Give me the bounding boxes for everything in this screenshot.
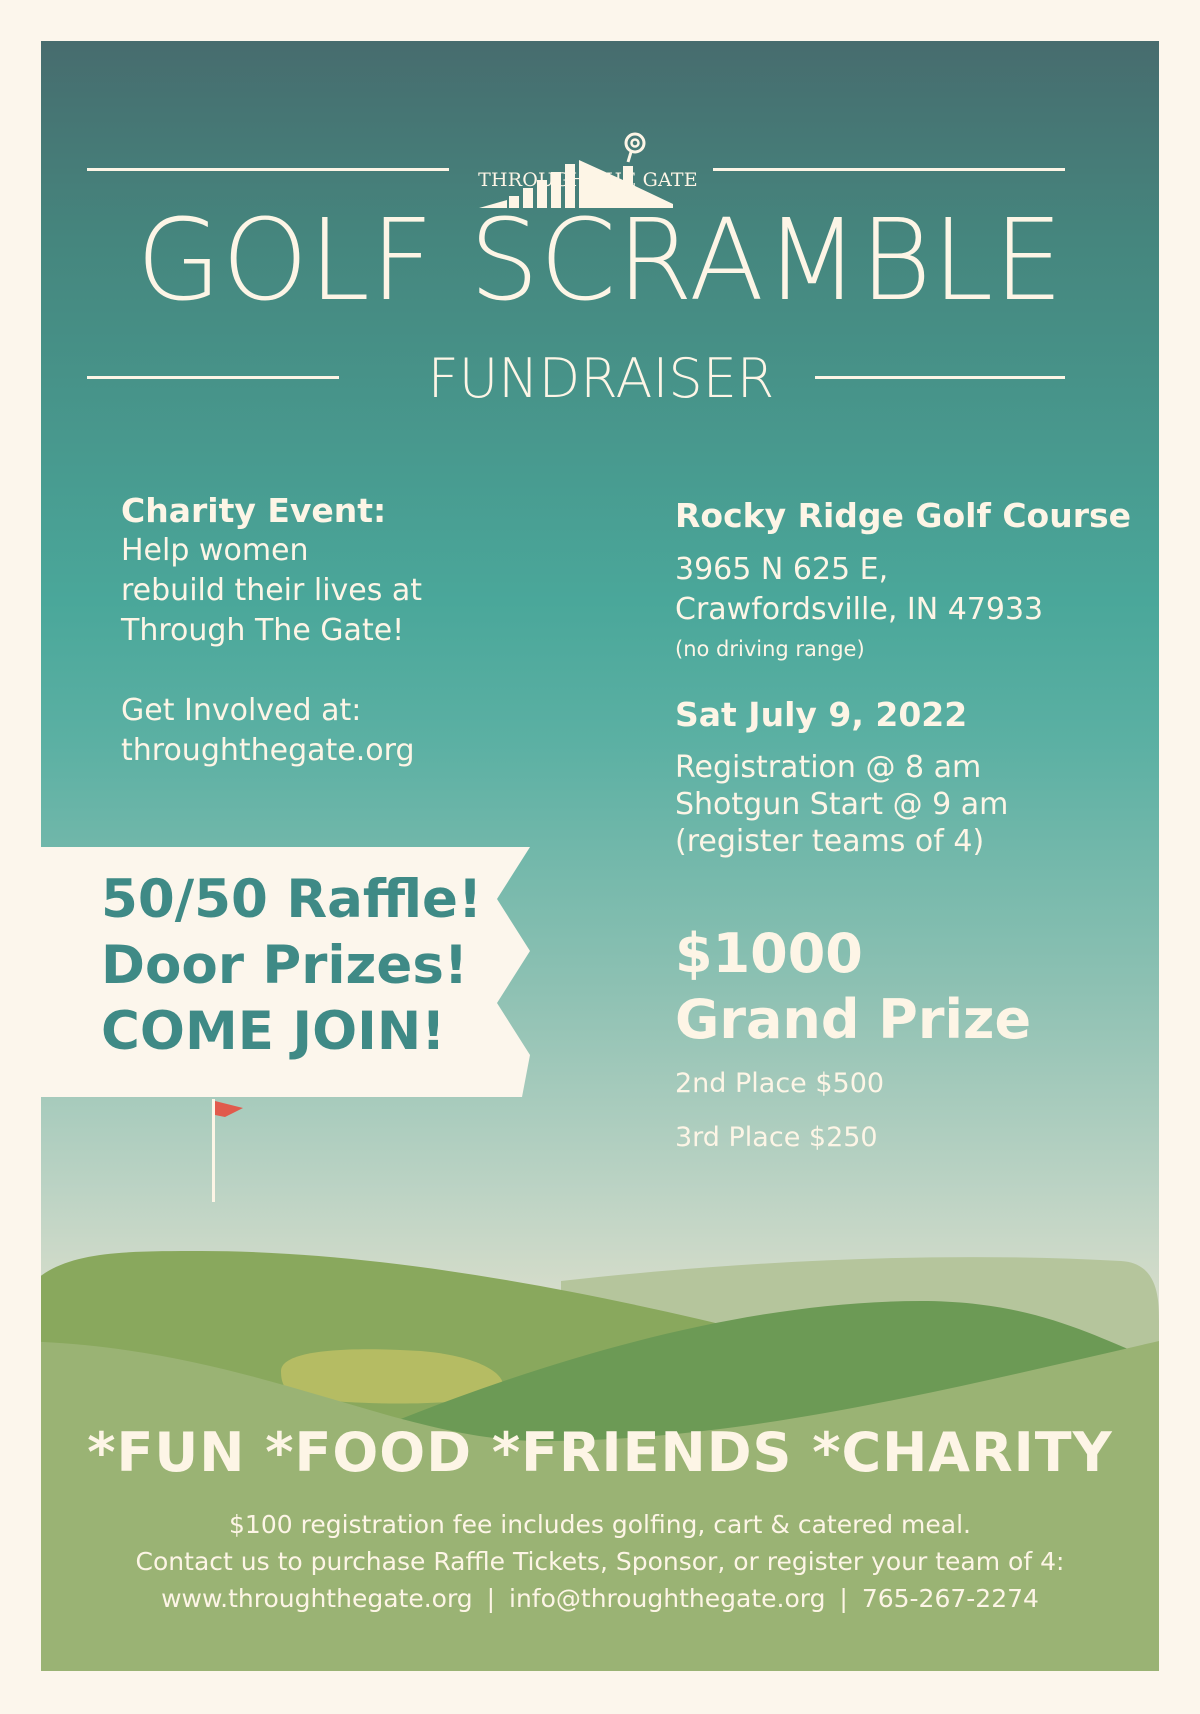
event-date-info [675, 695, 1135, 860]
charity-info [121, 491, 541, 771]
venue-name: Rocky Ridge Golf Course [675, 496, 1132, 535]
charity-heading: Charity Event: [121, 491, 387, 530]
footer-separator: | [486, 1584, 496, 1613]
golf-flag-icon [209, 1099, 249, 1204]
venue-note: (no driving range) [675, 637, 865, 661]
footer-fee: $100 registration fee includes golfing, cart & catered meal. [229, 1510, 971, 1539]
page-title: GOLF SCRAMBLE [136, 196, 1064, 326]
logo-text: THROUGH THE GATE [478, 169, 698, 191]
banner-line: Door Prizes! [101, 935, 469, 996]
start-time: Shotgun Start @ 9 am [675, 787, 1009, 822]
footer-email-link[interactable]: info@throughthegate.org [509, 1584, 826, 1613]
header-rule-right [713, 168, 1065, 171]
raffle-banner-text [101, 867, 541, 1065]
involved-url[interactable]: throughthegate.org [121, 733, 415, 768]
footer-separator: | [839, 1584, 848, 1613]
page-subtitle: FUNDRAISER [427, 347, 775, 410]
subtitle-rule-right [815, 376, 1065, 379]
grand-prize-amount: $1000 [675, 922, 863, 985]
footer-phone[interactable]: 765-267-2274 [861, 1584, 1039, 1613]
charity-line: rebuild their lives at [121, 573, 423, 608]
banner-line: COME JOIN! [101, 1001, 446, 1062]
venue-address-line2: Crawfordsville, IN 47933 [675, 592, 1044, 627]
registration-time: Registration @ 8 am [675, 750, 982, 785]
event-date: Sat July 9, 2022 [675, 695, 968, 734]
prize-info [675, 921, 1135, 1155]
charity-line: Help women [121, 533, 309, 568]
venue-info [675, 496, 1135, 664]
involved-label: Get Involved at: [121, 693, 362, 728]
subtitle-rule-left [87, 376, 339, 379]
second-place: 2nd Place $500 [675, 1068, 885, 1099]
grand-prize-label: Grand Prize [675, 988, 1032, 1051]
charity-line: Through The Gate! [121, 613, 405, 648]
footer-links [41, 1581, 1159, 1617]
poster [41, 41, 1159, 1671]
header-rule-left [87, 168, 449, 171]
third-place: 3rd Place $250 [675, 1122, 878, 1153]
footer-contact: Contact us to purchase Raffle Tickets, Sponsor, or register your team of 4: [135, 1547, 1065, 1576]
venue-address-line1: 3965 N 625 E, [675, 552, 889, 587]
team-note: (register teams of 4) [675, 824, 985, 859]
banner-line: 50/50 Raffle! [101, 869, 483, 930]
slogan: *FUN *FOOD *FRIENDS *CHARITY [87, 1421, 1113, 1484]
footer-website-link[interactable]: www.throughthegate.org [161, 1584, 473, 1613]
